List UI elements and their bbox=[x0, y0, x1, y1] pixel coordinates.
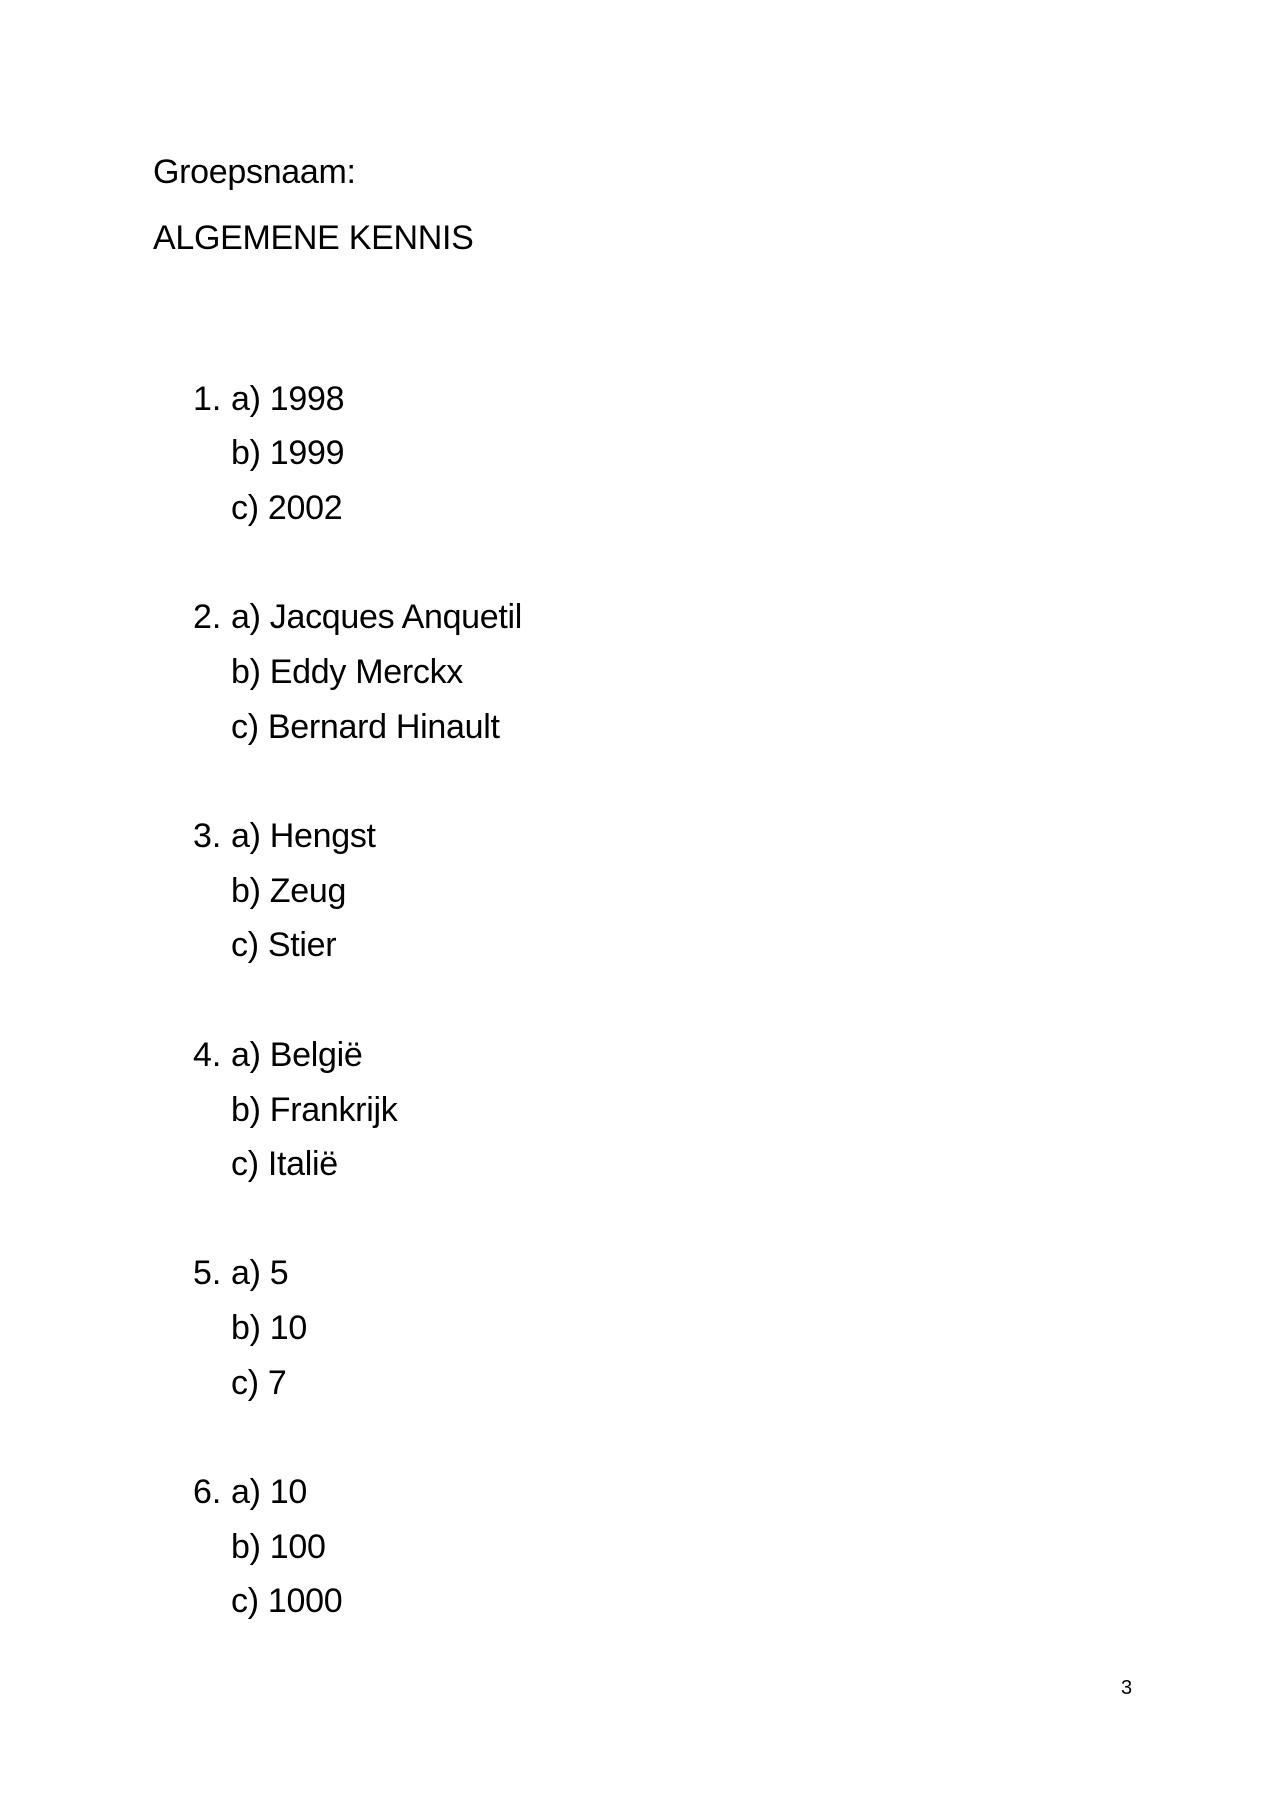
answer-option: a) 10 bbox=[231, 1473, 307, 1511]
group-name-label: Groepsnaam: bbox=[153, 153, 356, 191]
answer-option: a) 5 bbox=[231, 1254, 289, 1292]
answer-option: b) 1999 bbox=[231, 434, 345, 472]
question-number: 2. bbox=[193, 598, 222, 636]
question-number: 6. bbox=[193, 1473, 222, 1511]
answer-option: b) Frankrijk bbox=[231, 1091, 398, 1129]
answer-option: b) Eddy Merckx bbox=[231, 653, 463, 691]
answer-option: c) Bernard Hinault bbox=[231, 708, 500, 746]
answer-option: c) 7 bbox=[231, 1364, 287, 1402]
answer-option: a) België bbox=[231, 1036, 363, 1074]
answer-option: c) 1000 bbox=[231, 1582, 343, 1620]
page-number: 3 bbox=[1121, 1677, 1133, 1699]
answer-option: b) 100 bbox=[231, 1528, 326, 1566]
answer-option: c) Stier bbox=[231, 926, 337, 964]
question-number: 1. bbox=[193, 380, 222, 418]
answer-option: a) Jacques Anquetil bbox=[231, 598, 523, 636]
answer-option: a) Hengst bbox=[231, 817, 376, 855]
question-number: 5. bbox=[193, 1254, 222, 1292]
answer-option: c) Italië bbox=[231, 1145, 338, 1183]
section-title: ALGEMENE KENNIS bbox=[153, 219, 474, 257]
answer-option: b) Zeug bbox=[231, 872, 347, 910]
answer-option: c) 2002 bbox=[231, 489, 343, 527]
answer-option: a) 1998 bbox=[231, 380, 345, 418]
answer-option: b) 10 bbox=[231, 1309, 307, 1347]
question-number: 3. bbox=[193, 817, 222, 855]
question-number: 4. bbox=[193, 1036, 222, 1074]
